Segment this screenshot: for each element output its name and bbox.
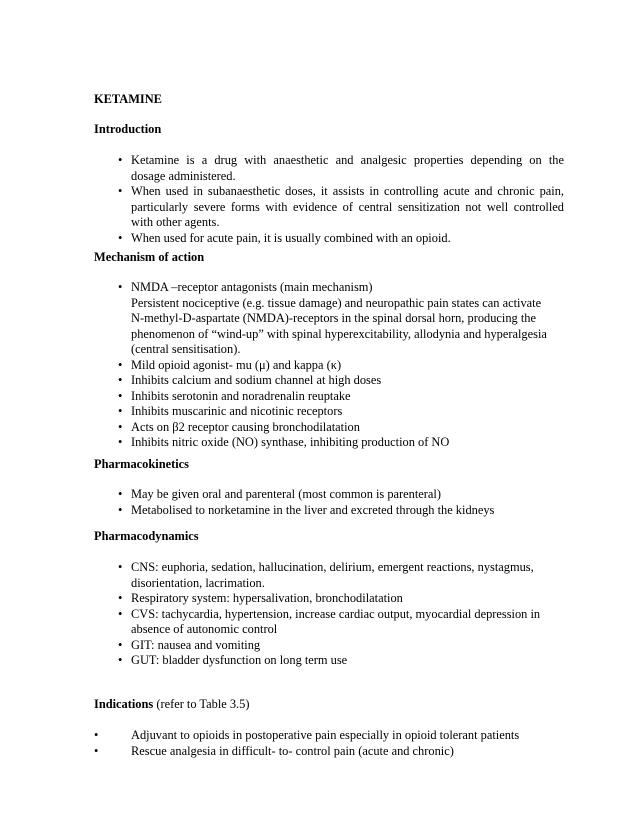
- heading-pharmacodynamics: Pharmacodynamics: [94, 529, 199, 543]
- heading-introduction: Introduction: [94, 122, 162, 136]
- list-item: • GIT: nausea and vomiting: [118, 637, 261, 652]
- list-item: • Inhibits calcium and sodium channel at high doses: [118, 373, 382, 387]
- bullet-icon: •: [118, 591, 123, 605]
- bullet-icon: •: [118, 388, 123, 403]
- bullet-icon: •: [118, 502, 123, 517]
- bullet-icon: •: [118, 606, 123, 621]
- bullet-icon: •: [94, 743, 99, 758]
- list-item: • When used for acute pain, it is usually combined with an opioid.: [118, 230, 451, 245]
- list-item: • Adjuvant to opioids in postoperative pain especially in opioid tolerant patients: [94, 728, 520, 742]
- list-item: • GUT: bladder dysfunction on long term use: [118, 653, 348, 667]
- bullet-icon: •: [118, 435, 123, 449]
- pharmacokinetics-list: [94, 487, 564, 518]
- mechanism-list: [94, 280, 564, 451]
- document-title: KETAMINE: [94, 92, 162, 106]
- bullet-icon: •: [118, 280, 123, 294]
- bullet-icon: •: [118, 637, 123, 652]
- bullet-icon: •: [118, 404, 123, 418]
- heading-indications: [94, 697, 249, 713]
- list-item: • Respiratory system: hypersalivation, bronchodilatation: [118, 591, 403, 605]
- heading-mechanism: Mechanism of action: [94, 250, 205, 264]
- list-item: • Inhibits nitric oxide (NO) synthase, inhibiting production of NO: [118, 435, 450, 449]
- list-item: • CNS: euphoria, sedation, hallucination, delirium, emergent reactions, nystagmus, disorientation, lacrimation.: [118, 560, 534, 590]
- bullet-icon: •: [118, 487, 123, 501]
- list-item: • Acts on β2 receptor causing bronchodilatation: [118, 419, 360, 434]
- list-item: • Rescue analgesia in difficult- to- control pain (acute and chronic): [94, 743, 454, 758]
- introduction-list: [94, 153, 564, 246]
- indications-list: [94, 728, 564, 759]
- bullet-icon: •: [118, 357, 123, 372]
- list-item: • Metabolised to norketamine in the liver and excreted through the kidneys: [118, 502, 495, 517]
- pharmacodynamics-list: [94, 560, 564, 669]
- list-item: • Ketamine is a drug with anaesthetic and analgesic properties depending on the dosage administered.: [118, 153, 564, 183]
- bullet-icon: •: [94, 728, 99, 742]
- bullet-icon: •: [118, 230, 123, 245]
- bullet-icon: •: [118, 560, 123, 574]
- bullet-icon: •: [118, 153, 123, 167]
- bullet-icon: •: [118, 373, 123, 387]
- bullet-icon: •: [118, 184, 123, 198]
- bullet-icon: •: [118, 653, 123, 667]
- bullet-icon: •: [118, 419, 123, 434]
- list-item: • Inhibits muscarinic and nicotinic receptors: [118, 404, 343, 418]
- list-item: • Inhibits serotonin and noradrenalin reuptake: [118, 388, 351, 403]
- list-item: • NMDA –receptor antagonists (main mechanism) Persistent nociceptive (e.g. tissue damage) and neuropathic pain states can activate N-methyl-D-aspartate (NMDA)-receptors in the spinal dorsal horn, producing the phenomenon of “wind-up” with spinal hyperexcitability, allodynia and hyperalgesia (central sensitisation).: [118, 280, 547, 356]
- list-item: • CVS: tachycardia, hypertension, increase cardiac output, myocardial depression in absence of autonomic control: [118, 606, 541, 636]
- list-item: • May be given oral and parenteral (most common is parenteral): [118, 487, 441, 501]
- list-item: • Mild opioid agonist- mu (μ) and kappa (κ): [118, 357, 342, 372]
- heading-pharmacokinetics: Pharmacokinetics: [94, 457, 189, 471]
- list-item: • When used in subanaesthetic doses, it assists in controlling acute and chronic pain, particularly severe forms with evidence of central sensitization not well controlled with other agents.: [118, 184, 564, 229]
- indications-title: Indications: [94, 697, 154, 711]
- table-reference: (refer to Table 3.5): [153, 697, 250, 711]
